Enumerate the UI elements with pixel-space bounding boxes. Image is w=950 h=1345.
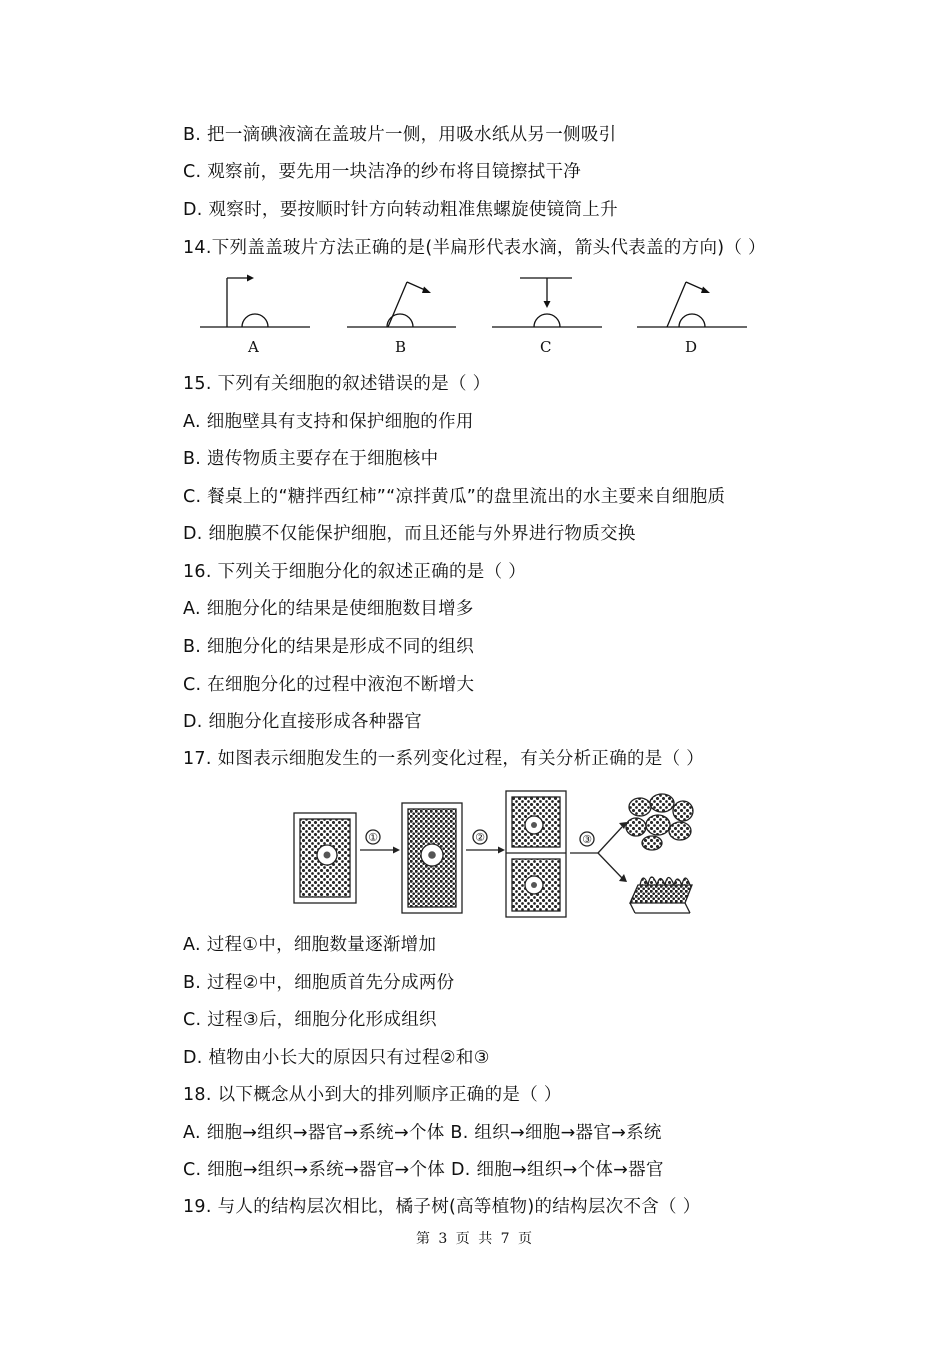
option-b-label: B [395,338,407,356]
question-18-stem: 18. 以下概念从小到大的排列顺序正确的是（ ） [183,1085,562,1105]
process-arrow-3 [570,822,627,882]
question-17-option-b: B. 过程②中，细胞质首先分成两份 [183,973,455,993]
question-19-stem: 19. 与人的结构层次相比，橘子树(高等植物)的结构层次不含（ ） [183,1197,701,1217]
process-label-3: ③ [582,833,592,846]
process-arrow-2 [466,830,505,854]
question-17-option-d: D. 植物由小长大的原因只有过程②和③ [183,1048,490,1068]
question-18-options-cd: C. 细胞→组织→系统→器官→个体 D. 细胞→组织→个体→器官 [183,1160,664,1180]
question-15-stem: 15. 下列有关细胞的叙述错误的是（ ） [183,374,491,394]
question-16-stem: 16. 下列关于细胞分化的叙述正确的是（ ） [183,562,527,582]
option-c-diagram [492,278,602,327]
cell-stage-1 [294,813,356,903]
cell-stage-2 [402,803,462,913]
question-16-option-c: C. 在细胞分化的过程中液泡不断增大 [183,675,475,695]
process-label-2: ② [475,831,485,844]
question-17-option-a: A. 过程①中，细胞数量逐渐增加 [183,935,437,955]
question-17-option-c: C. 过程③后，细胞分化形成组织 [183,1010,437,1030]
question-13-option-c: C. 观察前，要先用一块洁净的纱布将目镜擦拭干净 [183,162,582,182]
question-13-option-b: B. 把一滴碘液滴在盖玻片一侧，用吸水纸从另一侧吸引 [183,125,617,145]
page-footer: 第 3 页 共 7 页 [415,1231,535,1247]
question-17-stem: 17. 如图表示细胞发生的一系列变化过程，有关分析正确的是（ ） [183,749,705,769]
question-14-stem: 14.下列盖盖玻片方法正确的是(半扁形代表水滴，箭头代表盖的方向)（ ） [183,238,766,258]
tissue-cluster-bottom [630,877,692,913]
question-15-option-c: C. 餐桌上的“糖拌西红柿”“凉拌黄瓜”的盘里流出的水主要来自细胞质 [183,487,726,507]
option-a-diagram [200,275,310,328]
question-16-option-a: A. 细胞分化的结果是使细胞数目增多 [183,599,474,619]
question-18-options-ab: A. 细胞→组织→器官→系统→个体 B. 组织→细胞→器官→系统 [183,1123,662,1143]
process-arrow-1 [360,830,400,854]
question-15-option-d: D. 细胞膜不仅能保护细胞，而且还能与外界进行物质交换 [183,524,636,544]
question-15-option-b: B. 遗传物质主要存在于细胞核中 [183,449,439,469]
question-16-option-d: D. 细胞分化直接形成各种器官 [183,712,423,732]
question-17-figure [290,785,710,925]
option-c-label: C [540,338,552,356]
cell-stage-3-divided [506,791,566,917]
process-label-1: ① [368,831,378,844]
tissue-cluster-top [626,794,693,850]
option-d-diagram [637,282,747,327]
question-14-figure [195,272,765,362]
option-a-label: A [248,338,259,356]
question-16-option-b: B. 细胞分化的结果是形成不同的组织 [183,637,475,657]
option-b-diagram [347,282,456,327]
option-d-label: D [685,338,698,356]
question-13-option-d: D. 观察时，要按顺时针方向转动粗准焦螺旋使镜筒上升 [183,200,618,220]
question-15-option-a: A. 细胞壁具有支持和保护细胞的作用 [183,412,474,432]
